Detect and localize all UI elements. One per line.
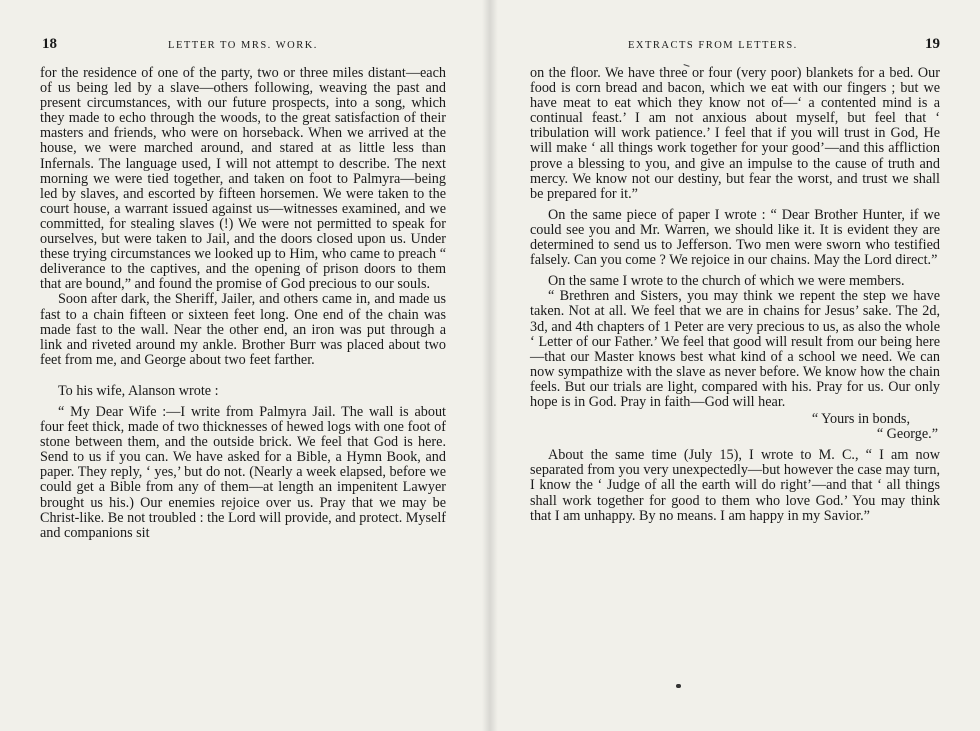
letter-to-church: “ Brethren and Sisters, you may think we repent the step we have taken. Not at all. We feel that we are in chains for Jesus’ sake. The 2d, 3d, and 4th chapters of 1 Peter are very precious to us, as also the whole ‘ Letter of our Father.’ We feel that good will result from our being here—that our Master knows best what kind of a school we need. We can now sympathize with the slave as never before. We know how the chain feels. But our trials are light, compared with his. Pray for us. Our only hope is in God. Pray in faith—God will hear. (530, 288, 940, 410)
signature-closing: “ Yours in bonds, (811, 411, 910, 428)
signature-name: “ George.” (876, 426, 938, 443)
left-page-header (40, 36, 446, 56)
left-page (40, 0, 446, 731)
right-running-head: EXTRACTS FROM LETTERS. (628, 40, 798, 51)
left-running-head: LETTER TO MRS. WORK. (168, 40, 318, 51)
right-page-body (530, 66, 940, 524)
letter-to-wife: “ My Dear Wife :—I write from Palmyra Jail. The wall is about four feet thick, made of two thicknesses of hewed logs with one foot of stone between them, and the outside brick. We feel that God is here. Send to us if you can. We have asked for a Bible, a Hymn Book, and paper. They reply, ‘ yes,’ but do not. (Nearly a week elapsed, before we could get a Bible from any of them—at length an impenitent Lawyer brought us his.) Our enemies rejoice over us. Pray that we may be Christ-like. Be not troubled : the Lord will provide, and protect. Myself and companions sit (40, 403, 446, 541)
right-page-header (530, 36, 940, 56)
right-page-number: 19 (925, 36, 940, 52)
paragraph: on the floor. We have three or four (very poor) blankets for a bed. Our food is corn bread and bacon, which we eat with our fingers ; but we have meat to eat which they know not of—‘ a contented mind is a continual feast.’ I am not anxious about myself, but feel that ‘ tribulation will work patience.’ I feel that if you will trust in God, He will make ‘ all things work together for your good’—and this affliction prove a blessing to you, and give an impulse to the cause of truth and mercy. We know not our destiny, but fear the worst, and trust we shall be prepared for it.” (530, 65, 940, 202)
paragraph: for the residence of one of the party, two or three miles distant—each of us being led by a slave—others following, weaving the past and present circumstances, with our future prospects, into a song, which they made to echo through the woods, to the great satisfaction of their masters and friends, who were on horseback. When we arrived at the house, we were marched around, and stared at as little less than Infernals. The language used, I will not attempt to describe. The next morning we were tied together, and taken on foot to Palmyra—being led by slaves, and escorted by fifteen horsemen. We were taken to the court house, a warrant issued against us—witnesses examined, and we committed, for stealing slaves (!) We were not permitted to speak for ourselves, but were taken to Jail, and the doors closed upon us. Under these trying circumstances we looked up to Him, who came to preach “ deliverance to the captives, and the opening of prison doors to them that are bound,” and found the promise of God precious to our souls. (40, 65, 446, 293)
right-page (530, 0, 940, 731)
paragraph: On the same I wrote to the church of which we were members. (548, 273, 905, 290)
paragraph: On the same piece of paper I wrote : “ Dear Brother Hunter, if we could see you and Mr. Warren, we should like it. It is evident they are determined to send us to Jefferson. Two men were sworn who testified falsely. Can you come ? We rejoice in our chains. May the Lord direct.” (530, 206, 940, 269)
paragraph: To his wife, Alanson wrote : (58, 382, 219, 399)
paragraph: About the same time (July 15), I wrote to M. C., “ I am now separated from you very unexpectedly—but however the case may turn, I know the ‘ Judge of all the earth will do right’—and that ‘ all things shall work together for good to them who love God.’ You may think that I am unhappy. By no means. I am happy in my Savior.” (530, 447, 940, 524)
paragraph: Soon after dark, the Sheriff, Jailer, and others came in, and made us fast to a chain fifteen or sixteen feet long. One end of the chain was made fast to the wall. Near the other end, an iron was put through a link and riveted around my ankle. Brother Burr was placed about two feet from me, and George about two feet farther. (40, 291, 446, 368)
left-page-body (40, 66, 446, 541)
left-page-number: 18 (42, 36, 57, 52)
book-gutter (482, 0, 498, 731)
ink-spot (676, 684, 681, 688)
